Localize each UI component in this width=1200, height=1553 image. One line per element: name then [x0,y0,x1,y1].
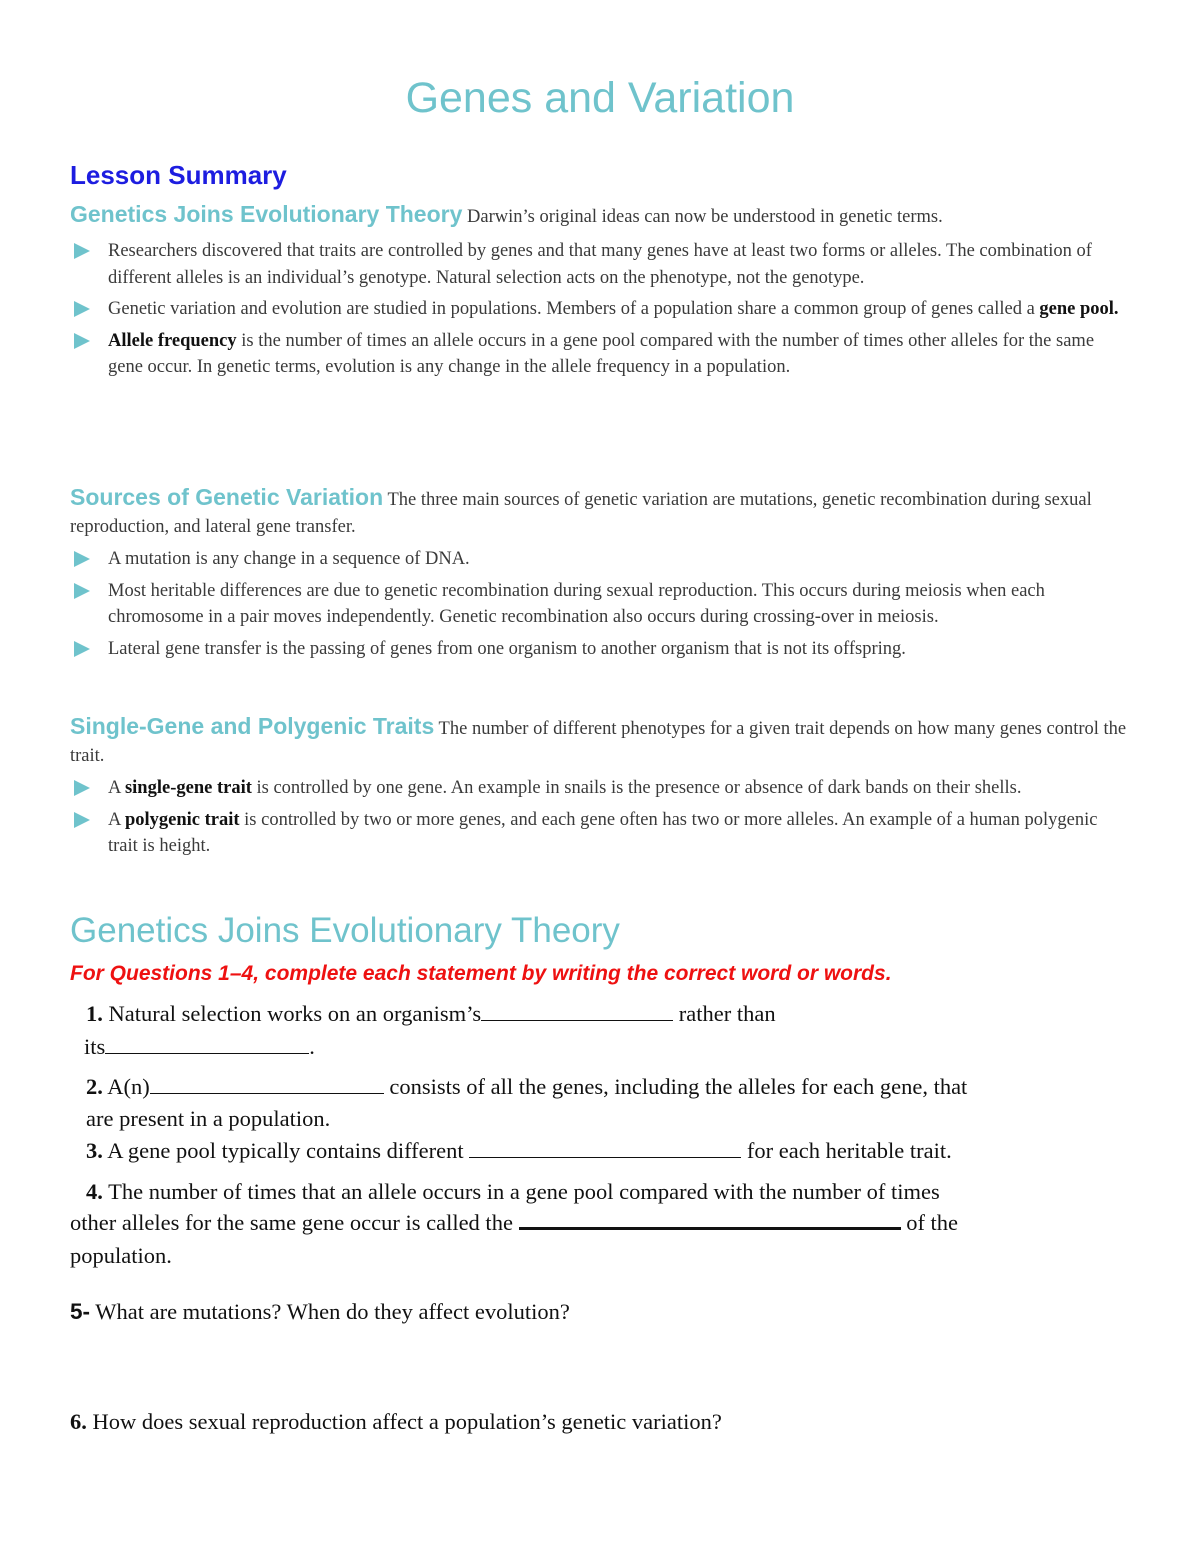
list-item: Genetic variation and evolution are studied in populations. Members of a population share a common group of genes called a gene pool. [70,296,1130,323]
list-item: Lateral gene transfer is the passing of genes from one organism to another organism that is not its offspring. [70,636,1130,663]
term-polygenic-trait: polygenic trait [124,809,240,830]
section-heading: Single-Gene and Polygenic Traits [70,713,435,739]
question-4-line-1: 4. The number of times that an allele occurs in a gene pool compared with the number of times [86,1179,940,1204]
arrow-bullet-icon [74,812,90,828]
page-title: Genes and Variation [405,74,795,122]
answer-blank-1b[interactable] [105,1033,309,1054]
term-gene-pool: gene pool. [1039,299,1119,319]
arrow-bullet-icon [74,641,90,657]
list-item: A single-gene trait is controlled by one gene. An example in snails is the presence or absence of dark bands on their shells. [70,775,1130,802]
list-item: Allele frequency is the number of times an allele occurs in a gene pool compared with the number of times other alleles for the same gene occur. In genetic terms, evolution is any change in the allele frequency in a population. [70,328,1130,381]
list-item: A mutation is any change in a sequence of DNA. [70,546,1130,573]
question-2-line-2: are present in a population. [86,1106,331,1131]
question-number: 1. [86,1001,103,1026]
section-intro-text: The three main sources of genetic variation are mutations, genetic recombination during sexual reproduction, and lateral gene transfer. [70,490,1092,537]
instructions: For Questions 1–4, complete each statement by writing the correct word or words. [70,962,892,985]
section-intro-genetics [70,201,1130,231]
question-number: 5- [70,1299,91,1324]
question-4-line-3: population. [70,1243,172,1268]
arrow-bullet-icon [74,301,90,317]
section-sources-variation [70,484,1130,540]
arrow-bullet-icon [74,243,90,259]
bullet-list-traits [70,775,1130,865]
question-3: 3. A gene pool typically contains different for each heritable trait. [86,1138,952,1163]
answer-blank-2[interactable] [150,1073,384,1094]
question-4-line-2: other alleles for the same gene occur is called the of the [70,1207,958,1239]
section-heading: Sources of Genetic Variation [70,484,384,510]
question-2-line-1: 2. A(n) consists of all the genes, including the alleles for each gene, that [86,1074,968,1099]
arrow-bullet-icon [74,551,90,567]
bullet-list-genetics [70,238,1130,386]
list-item: Most heritable differences are due to genetic recombination during sexual reproduction. This occurs during meiosis when each chromosome in a pair moves independently. Genetic recombination also occurs during crossing-over in meiosis. [70,578,1130,631]
arrow-bullet-icon [74,333,90,349]
section-traits [70,713,1130,769]
practice-heading: Genetics Joins Evolutionary Theory [70,911,620,950]
bullet-list-sources [70,546,1130,667]
section-intro-text: Darwin’s original ideas can now be understood in genetic terms. [462,207,943,227]
term-single-gene-trait: single-gene trait [124,778,252,798]
list-item: Researchers discovered that traits are controlled by genes and that many genes have at least two forms or alleles. The combination of different alleles is an individual’s genotype. Natural selection acts on the phenotype, not the genotype. [70,238,1130,291]
arrow-bullet-icon [74,583,90,599]
question-1-line-1: 1. Natural selection works on an organism’s rather than [86,1001,776,1026]
list-item: A polygenic trait is controlled by two or more genes, and each gene often has two or more alleles. An example of a human polygenic trait is height. [70,807,1130,860]
question-number: 2. [86,1074,103,1099]
question-number: 3. [86,1138,103,1163]
answer-blank-1a[interactable] [481,1000,673,1021]
lesson-summary-heading: Lesson Summary [70,160,287,190]
arrow-bullet-icon [74,780,90,796]
section-heading: Genetics Joins Evolutionary Theory [70,201,463,227]
question-number: 6. [70,1409,87,1434]
term-allele-frequency: Allele frequency [108,330,237,351]
answer-blank-3[interactable] [469,1137,741,1158]
question-5: 5- What are mutations? When do they affect evolution? [70,1299,570,1324]
question-number: 4. [86,1179,103,1204]
question-6: 6. How does sexual reproduction affect a population’s genetic variation? [70,1409,722,1434]
question-1-line-2: its . [84,1034,315,1059]
answer-blank-4[interactable] [519,1207,901,1230]
section-intro-text: The number of different phenotypes for a given trait depends on how many genes control the trait. [70,719,1127,766]
